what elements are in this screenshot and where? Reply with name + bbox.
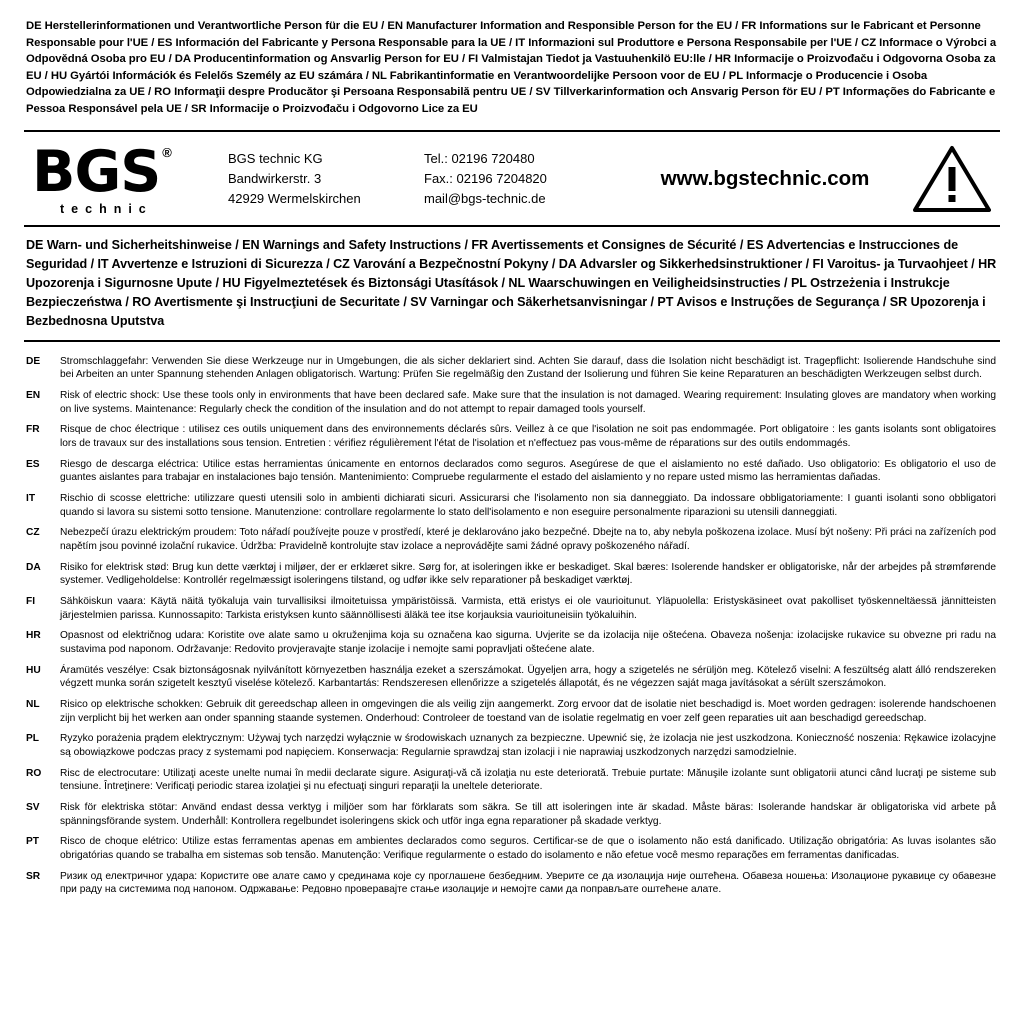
list-item: [26, 732, 998, 759]
list-item: [26, 664, 998, 691]
brand-logo: [26, 138, 228, 216]
list-item: [26, 423, 998, 450]
warnings-section-heading: DE Warn- und Sicherheitshinweise / EN Warnings and Safety Instructions / FR Avertissements et Consignes de Sécurité / ES Advertencias e Instrucciones de Seguridad / IT Avvertenze e Istruzioni di Sicurezza / CZ Varování a Bezpečnostní Pokyny / DA Advarsler og Sikkerhedsinstruktioner / FI Varoitus- ja Turvaohjeet / HR Upozorenja i Sigurnosne Upute / HU Figyelmeztetések és Biztonsági Utasítások / NL Waarschuwingen en Veiligheidsinstructies / PL Ostrzeżenia i Instrukcje Bezpieczeństwa / RO Avertismente şi Instrucţiuni de Securitate / SV Varningar och Säkerhetsanvisningar / PT Avisos e Instruções de Segurança / SR Upozorenja i Bezbednosna Uputstva: [24, 227, 1000, 341]
registered-trademark-icon: ®: [162, 144, 172, 160]
company-name: BGS technic KG: [228, 151, 323, 167]
list-item: [26, 801, 998, 828]
language-code: PT: [26, 836, 40, 848]
warning-triangle-icon: [906, 145, 998, 213]
logo-wordmark: BGS: [32, 138, 161, 205]
language-code: ES: [26, 458, 40, 470]
language-code: FR: [26, 424, 40, 436]
list-item: [26, 526, 998, 553]
language-instructions-list: [24, 355, 1000, 898]
company-fax: Fax.: 02196 7204820: [424, 171, 547, 187]
manufacturer-info-heading: DE Herstellerinformationen und Verantwortliche Person für die EU / EN Manufacturer Information and Responsible Person for the EU / FR Informations sur le Fabricant et Personne Responsable pour l'UE / ES Información del Fabricante y Persona Responsable para la UE / IT Informazioni sul Produttore e Persona Responsabile per l'UE / CZ Informace o Výrobci a Odpovědná Osoba pro EU / DA Producentinformation og Ansvarlig Person for EU / FI Valmistajan Tiedot ja Vastuuhenkilö EU:lle / HR Informacije o Proizvođaču i Odgovorna Osoba za EU / HU Gyártói Információk és Felelős Személy az EU számára / NL Fabrikantinformatie en Verantwoordelijke Persoon voor de EU / PL Informacje o Producencie i Osoba Odpowiedzialna za UE / RO Informaţii despre Producător şi Persoana Responsabilă pentru UE / SV Tillverkarinformation och Ansvarig Person för EU / PT Informações do Fabricante e Pessoa Responsável pela UE / SR Informacije o Proizvođaču i Odgovorno Lice za EU: [26, 20, 997, 115]
language-code: SR: [26, 870, 41, 882]
language-code: CZ: [26, 527, 40, 539]
list-item: [26, 870, 998, 897]
language-text: Sähköiskun vaara: Käytä näitä työkaluja vain turvallisiksi ilmoitetuissa ympäristöissä. Varmista, että eristys ei ole vaurioitunut. Yläpuolella: Eristyskäsineet ovat pakolliset työskenneltäessä jännitteisten järjestelmien parissa. Kunnossapito: Tarkista eristyksen kunto säännöllisesti äläkä tee itse korjauksia vaurioituneisiin työkaluihin.: [60, 595, 996, 621]
language-text: Ризик од електричног удара: Користите ове алате само у срединама које су проглашене безбедним. Уверите се да изолација није оштећена. Обавеза ношења: Изолационе рукавице су обавезне при раду на системима под напоном. Одржавање: Редовно проверавајте стање изолације и немојте сами да поправљате оштећене алате.: [60, 870, 996, 896]
list-item: [26, 492, 998, 519]
language-code: DA: [26, 561, 41, 573]
language-text: Ryzyko porażenia prądem elektrycznym: Używaj tych narzędzi wyłącznie w środowiskach uznanych za bezpieczne. Upewnić się, że izolacja nie jest uszkodzona. Konieczność noszenia: Rękawice izolacyjne są obowiązkowe podczas pracy z systemami pod napięciem. Konserwacja: Regularnie sprawdzaj stan izolacji i nie naprawiaj uszkodzonych narzędzi samodzielnie.: [60, 733, 996, 758]
language-code: PL: [26, 733, 40, 745]
list-item: [26, 561, 998, 588]
list-item: [26, 629, 998, 656]
language-code: HU: [26, 664, 41, 676]
language-code: NL: [26, 698, 40, 710]
language-code: IT: [26, 492, 36, 504]
company-address: [228, 149, 424, 209]
language-text: Riesgo de descarga eléctrica: Utilice estas herramientas únicamente en entornos declarados como seguros. Asegúrese de que el aislamiento no esté dañado. Uso obligatorio: Es obligatorio el uso de guantes aislantes para trabajar en instalaciones bajo tensión. Mantenimiento: Compruebe regularmente el estado del aislamiento y no repare usted mismo las herramientas dañadas.: [60, 458, 996, 484]
list-item: [26, 835, 998, 862]
list-item: [26, 595, 998, 622]
company-street: Bandwirkerstr. 3: [228, 171, 322, 187]
language-text: Stromschlaggefahr: Verwenden Sie diese Werkzeuge nur in Umgebungen, die als sicher deklariert sind. Achten Sie darauf, dass die Isolation nicht beschädigt ist. Tragepflicht: Isolierende Handschuhe sind bei Arbeiten an unter Spannung stehenden Anlagen obligatorisch. Wartung: Prüfen Sie regelmäßig den Zustand der Isolierung und führen Sie keine Reparaturen an beschädigten Werkzeugen selbst durch.: [60, 355, 996, 381]
company-contact: [424, 149, 634, 209]
language-text: Risk of electric shock: Use these tools only in environments that have been declared safe. Make sure that the insulation is not damaged. Wearing requirement: Insulating gloves are mandatory when working on live systems. Maintenance: Regularly check the condition of the insulation and do not attempt to repair damaged tools yourself.: [60, 389, 996, 415]
language-text: Risque de choc électrique : utilisez ces outils uniquement dans des environnements déclarés sûrs. Veillez à ce que l'isolation ne soit pas endommagée. Port obligatoire : les gants isolants sont obligatoires lors de travaux sur des installations sous tension. Entretien : vérifiez régulièrement l'état de l'isolation et n'effectuez pas vous-même de réparations sur des outils endommagés.: [60, 424, 996, 449]
language-text: Nebezpečí úrazu elektrickým proudem: Toto nářadí používejte pouze v prostředí, které je deklarováno jako bezpečné. Dbejte na to, aby nebyla poškozena izolace. Musí být nošeny: Při práci na zařízeních pod napětím jsou povinné izolační rukavice. Údržba: Pravidelně kontrolujte stav izolace a neprovádějte sami žádné opravy poškozeného nářadí.: [60, 527, 996, 552]
language-code: DE: [26, 355, 41, 367]
language-text: Risiko for elektrisk stød: Brug kun dette værktøj i miljøer, der er erklæret sikre. Sørg for, at isoleringen ikke er beskadiget. Skal bæres: Isolerende handsker er obligatoriske, når der arbejdes på strømførende systemer. Vedligeholdelse: Kontrollér regelmæssigt isoleringens tilstand, og udfør ikke selv reparationer på beskadiget værktøj.: [60, 561, 996, 587]
company-email[interactable]: mail@bgs-technic.de: [424, 191, 546, 207]
language-text: Risco de choque elétrico: Utilize estas ferramentas apenas em ambientes declarados como seguros. Certificar-se de que o isolamento não está danificado. Utilização obrigatória: As luvas isolantes são obrigatórias quando se trabalha em sistemas sob tensão. Manutenção: Verifique regularmente o estado do isolamento e não efetue você mesmo reparações em ferramentas danificadas.: [60, 836, 996, 861]
list-item: [26, 458, 998, 485]
company-website[interactable]: www.bgstechnic.com: [660, 167, 870, 191]
language-text: Risc de electrocutare: Utilizaţi aceste unelte numai în medii declarate sigure. Asiguraţi-vă că izolaţia nu este deteriorată. Trebuie purtate: Mănuşile izolante sunt obligatorii atunci când lucraţi pe sisteme sub tensiune. Întreţinere: Verificaţi periodic starea izolaţiei şi nu efectuaţi singuri reparaţii la uneltele deteriorate.: [60, 767, 996, 793]
list-item: [26, 389, 998, 416]
logo-subtext: technic: [60, 201, 153, 216]
company-city: 42929 Wermelskirchen: [228, 191, 361, 207]
language-text: Risico op elektrische schokken: Gebruik dit gereedschap alleen in omgevingen die als veilig zijn aangemerkt. Zorg ervoor dat de isolatie niet beschadigd is. Moet worden gedragen: isolerende handschoenen zijn verplicht bij het werken aan onder spanning staande systemen. Onderhoud: Controleer de toestand van de isolatie regelmatig en voer zelf geen reparaties uit aan beschadigd gereedschap.: [60, 698, 996, 724]
company-info-block: [24, 130, 1000, 228]
language-code: FI: [26, 595, 36, 607]
language-code: SV: [26, 801, 40, 813]
list-item: [26, 355, 998, 382]
language-code: EN: [26, 389, 41, 401]
language-text: Risk för elektriska stötar: Använd endast dessa verktyg i miljöer som har förklarats som säkra. Se till att isoleringen inte är skadad. Måste bäras: Isolerande handskar är obligatoriska vid arbete på spänningsförande system. Underhåll: Kontrollera regelbundet isoleringens skick och utför inga egna reparationer på skadade verktyg.: [60, 801, 996, 827]
language-text: Áramütés veszélye: Csak biztonságosnak nyilvánított környezetben használja ezeket a szerszámokat. Ügyeljen arra, hogy a szigetelés ne sérüljön meg. Kötelező viselni: A feszültség alatt álló rendszereken végzett munka során szigetelt kesztyű viselése kötelező. Karbantartás: Rendszeresen ellenőrizze a szigetelés állapotát, és ne végezzen saját maga javításokat a sérült szerszámokon.: [60, 664, 996, 690]
language-code: RO: [26, 767, 42, 779]
list-item: [26, 767, 998, 794]
language-text: Opasnost od električnog udara: Koristite ove alate samo u okruženjima koja su označena kao sigurna. Uvjerite se da izolacija nije oštećena. Obaveza nošenja: izolacijske rukavice su obvezne pri radu na sustavima pod naponom. Održavanje: Redovito provjeravajte stanje izolacije i nemojte sami popravljati oštećene alate.: [60, 630, 996, 655]
language-code: HR: [26, 630, 41, 642]
list-item: [26, 698, 998, 725]
language-text: Rischio di scosse elettriche: utilizzare questi utensili solo in ambienti dichiarati sicuri. Assicurarsi che l'isolamento non sia danneggiato. Da indossare obbligatoriamente: I guanti isolanti sono obbligatori quando si lavora su sistemi sotto tensione. Manutenzione: controllare regolarmente lo stato dell'isolamento e non eseguire personalmente riparazioni su utensili danneggiati.: [60, 492, 996, 518]
company-telephone: Tel.: 02196 720480: [424, 151, 535, 167]
